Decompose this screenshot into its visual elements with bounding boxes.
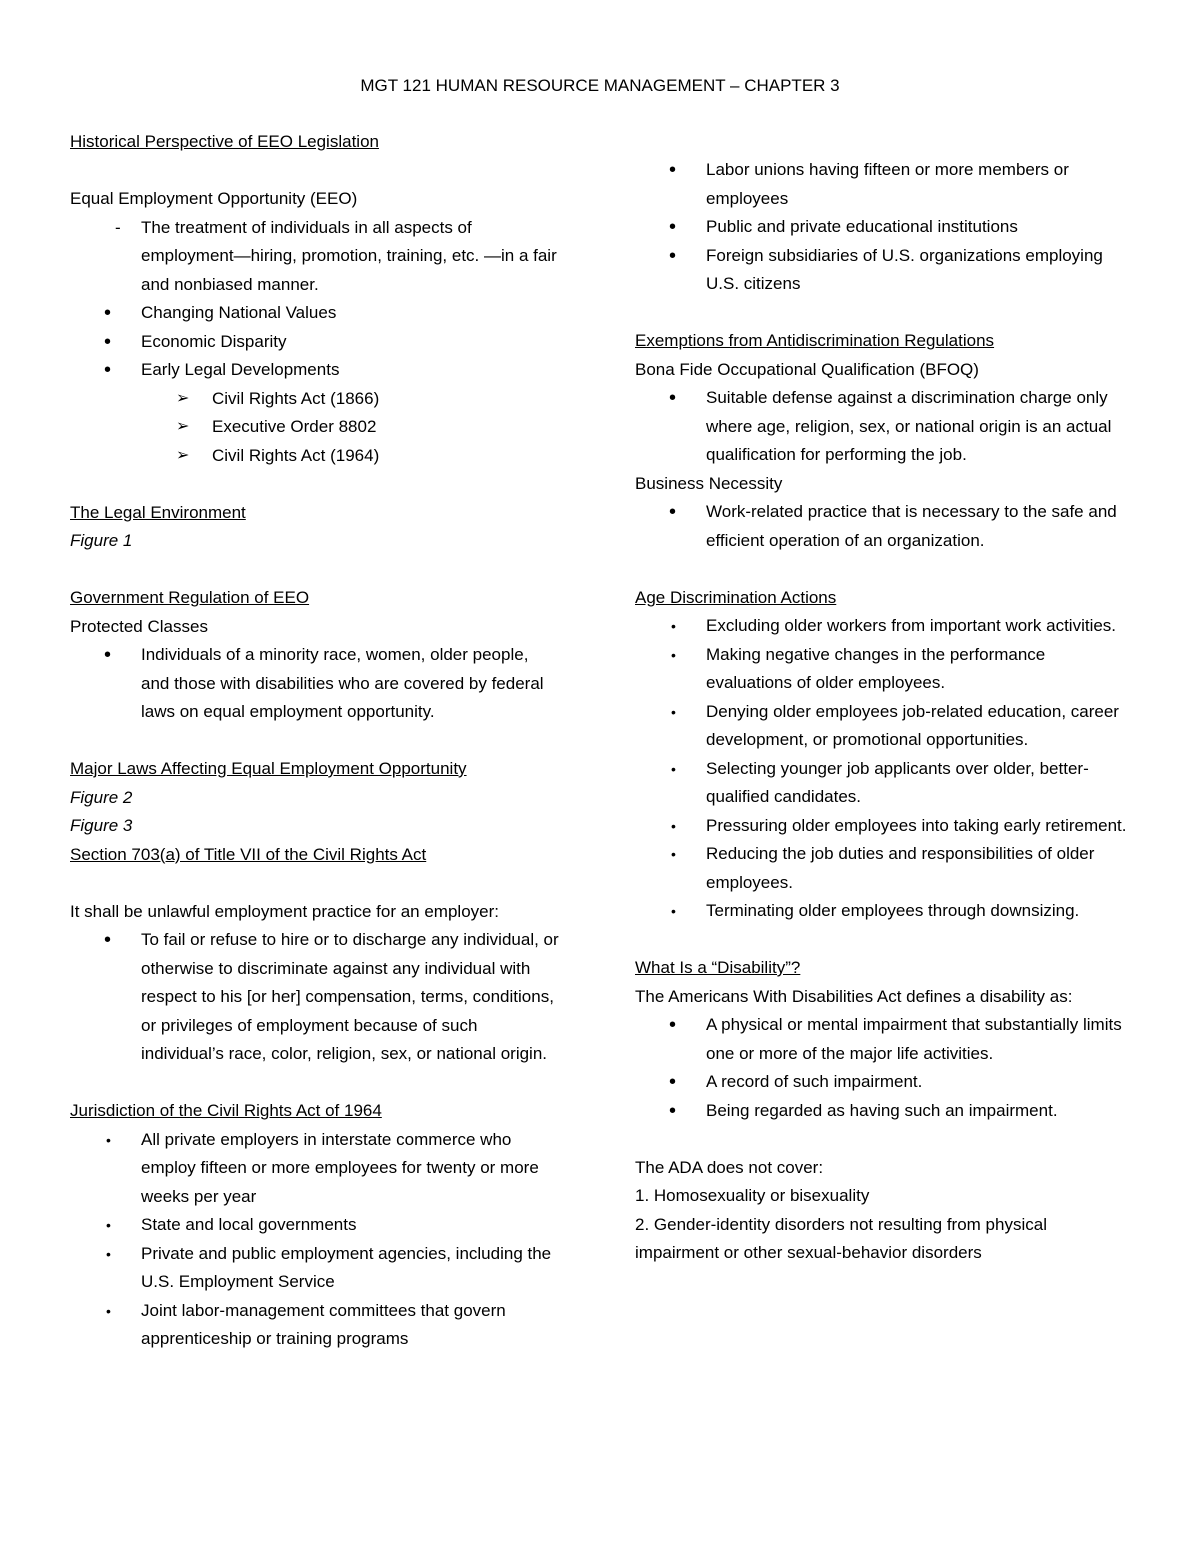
ada-exclusion-1: 1. Homosexuality or bisexuality [635, 1186, 870, 1205]
business-necessity-label: Business Necessity [635, 473, 783, 493]
list-item: • Public and private educational institutions [635, 213, 1135, 242]
list-item: • Foreign subsidiaries of U.S. organizations employing U.S. citizens [635, 242, 1135, 299]
list-item: • Denying older employees job-related education, career development, or promotional opportunities. [635, 698, 1135, 755]
eeo-definition: - The treatment of individuals in all aspects of employment—hiring, promotion, training, etc. —in a fair and nonbiased manner. [70, 214, 560, 300]
list-item: • To fail or refuse to hire or to discharge any individual, or otherwise to discriminate against any individual with respect to his [or her] compensation, terms, conditions, or privileges of employment because of such individual’s race, color, religion, sex, or national origin. [70, 926, 560, 1069]
section-703-heading: Section 703(a) of Title VII of the Civil Rights Act [70, 844, 427, 864]
disability-list [635, 1011, 1135, 1125]
list-item: • Reducing the job duties and responsibilities of older employees. [635, 840, 1135, 897]
list-item: • Suitable defense against a discrimination charge only where age, religion, sex, or national origin is an actual qualification for performing the job. [635, 384, 1135, 470]
ada-not-cover-label: The ADA does not cover: [635, 1157, 824, 1177]
list-item: • Terminating older employees through downsizing. [635, 897, 1135, 926]
list-item: • Being regarded as having such an impairment. [635, 1097, 1135, 1126]
list-item: • Changing National Values [70, 299, 560, 328]
list-item: • Individuals of a minority race, women, older people, and those with disabilities who are covered by federal laws on equal employment opportunity. [70, 641, 560, 727]
list-item: • Labor unions having fifteen or more members or employees [635, 156, 1135, 213]
list-item: • Work-related practice that is necessary to the safe and efficient operation of an organization. [635, 498, 1135, 555]
major-laws-heading: Major Laws Affecting Equal Employment Opportunity [70, 759, 467, 778]
list-item: • Excluding older workers from important work activities. [635, 612, 1135, 641]
age-list [635, 612, 1135, 926]
list-item: • A physical or mental impairment that substantially limits one or more of the major life activities. [635, 1011, 1135, 1068]
right-column [635, 156, 1135, 1268]
list-item: • All private employers in interstate commerce who employ fifteen or more employees for twenty or more weeks per year [70, 1126, 560, 1212]
sub-list-item: ➢ Civil Rights Act (1964) [70, 442, 560, 471]
jurisdiction-heading: Jurisdiction of the Civil Rights Act of 1964 [70, 1101, 382, 1120]
figure-2-label: Figure 2 [70, 787, 133, 807]
protected-classes-label: Protected Classes [70, 616, 208, 636]
jurisdiction-list [70, 1126, 560, 1354]
list-item: • Making negative changes in the performance evaluations of older employees. [635, 641, 1135, 698]
list-item: • Selecting younger job applicants over older, better-qualified candidates. [635, 755, 1135, 812]
jurisdiction-cont-list [635, 156, 1135, 299]
list-item: • A record of such impairment. [635, 1068, 1135, 1097]
figure-1-label: Figure 1 [70, 531, 133, 550]
list-item: • Joint labor-management committees that govern apprenticeship or training programs [70, 1297, 560, 1354]
exemptions-heading: Exemptions from Antidiscrimination Regulations [635, 331, 995, 350]
left-column [70, 128, 560, 1354]
eeo-list [70, 214, 560, 471]
unlawful-intro: It shall be unlawful employment practice for an employer: [70, 901, 499, 921]
legal-environment-heading: The Legal Environment [70, 502, 246, 522]
figure-3-label: Figure 3 [70, 816, 133, 835]
protected-list [70, 641, 560, 727]
gov-regulation-heading: Government Regulation of EEO [70, 588, 310, 607]
document-title: MGT 121 HUMAN RESOURCE MANAGEMENT – CHAPTER 3 [360, 76, 840, 95]
list-item: • Economic Disparity [70, 328, 560, 357]
sub-list-item: ➢ Civil Rights Act (1866) [70, 385, 560, 414]
historical-heading: Historical Perspective of EEO Legislation [70, 132, 379, 151]
list-item: • State and local governments [70, 1211, 560, 1240]
business-list [635, 498, 1135, 555]
bfoq-list [635, 384, 1135, 470]
list-item: • Pressuring older employees into taking early retirement. [635, 812, 1135, 841]
bfoq-heading: Bona Fide Occupational Qualification (BFOQ) [635, 359, 979, 379]
eeo-heading: Equal Employment Opportunity (EEO) [70, 189, 358, 208]
ada-intro: The Americans With Disabilities Act defines a disability as: [635, 986, 1073, 1006]
list-item: • Early Legal Developments [70, 356, 560, 385]
disability-heading: What Is a “Disability”? [635, 958, 801, 977]
unlawful-list [70, 926, 560, 1069]
age-discrimination-heading: Age Discrimination Actions [635, 587, 837, 607]
list-item: • Private and public employment agencies, including the U.S. Employment Service [70, 1240, 560, 1297]
ada-exclusion-2: 2. Gender-identity disorders not resulting from physical impairment or other sexual-behavior disorders [635, 1214, 1047, 1262]
sub-list-item: ➢ Executive Order 8802 [70, 413, 560, 442]
